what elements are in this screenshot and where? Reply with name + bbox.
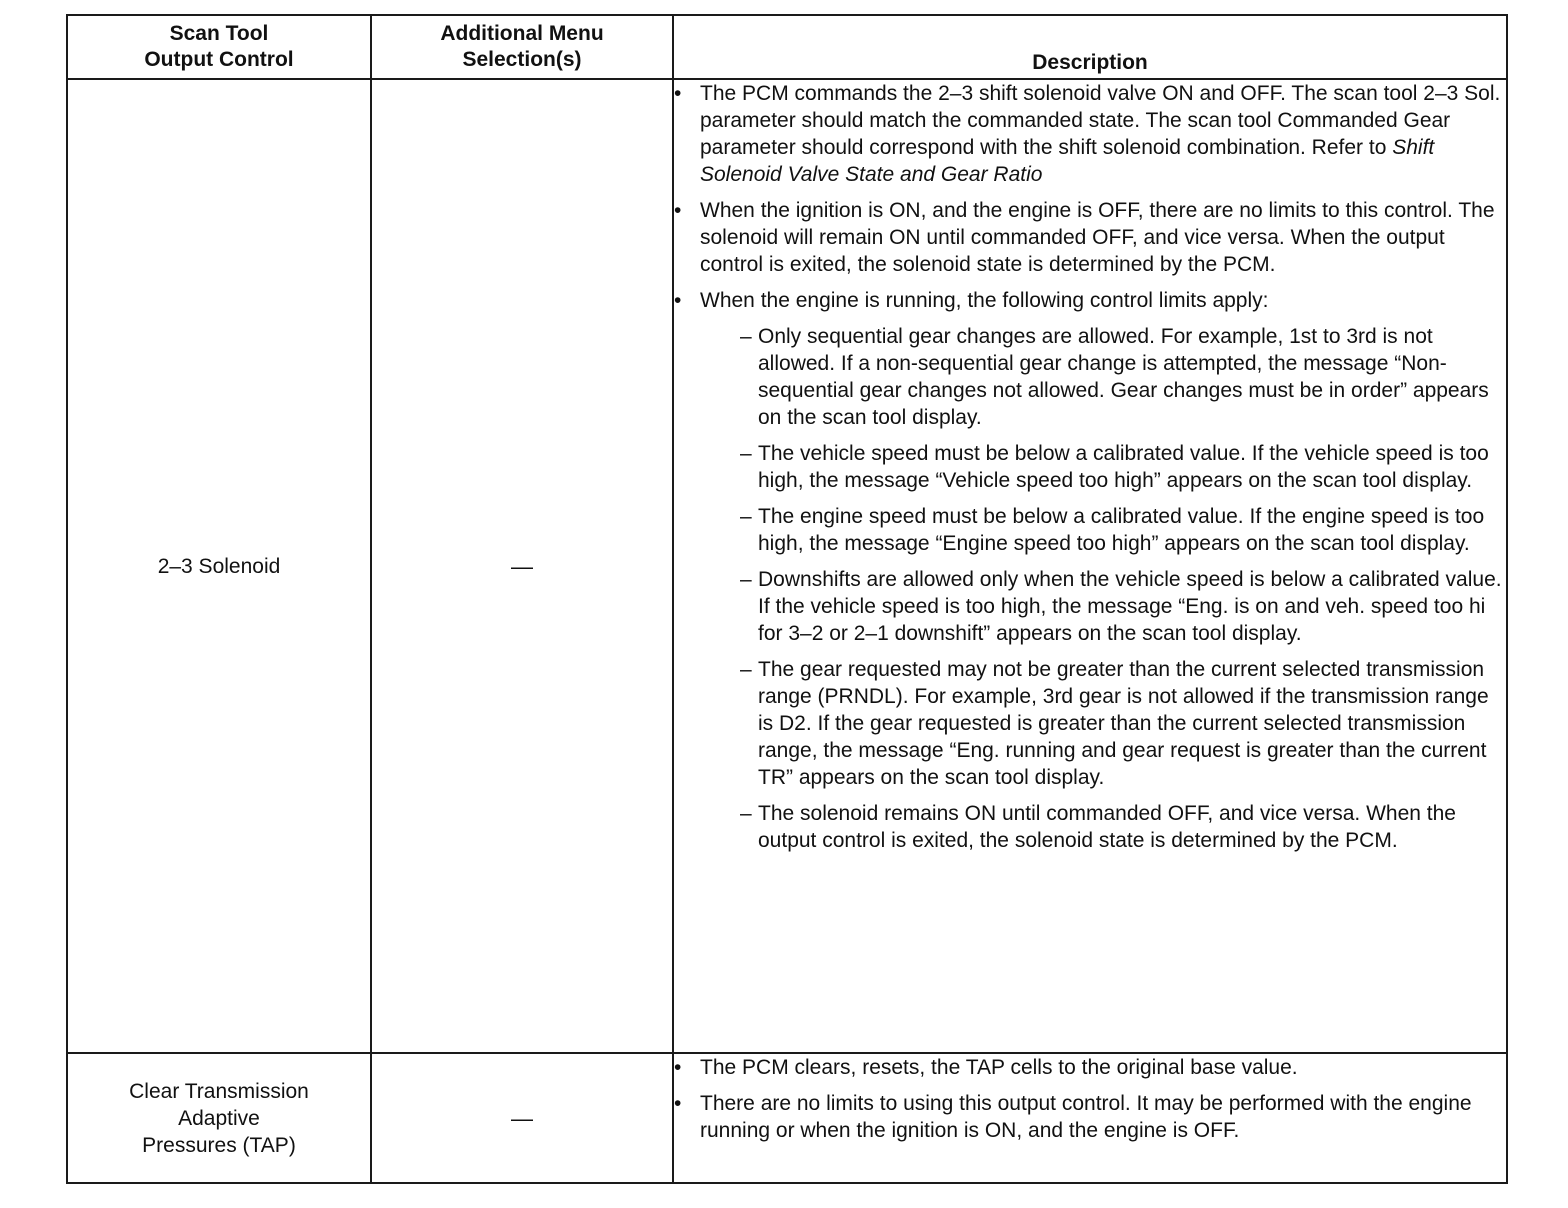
description-bullet xyxy=(674,197,1506,278)
control-limit-item: – Downshifts are allowed only when the vehicle speed is below a calibrated value. If the vehicle speed is too high, the message “Eng. is on and veh. speed too hi for 3–2 or 2–1 downshift” appears on the scan tool display. xyxy=(700,566,1506,647)
description-bullet: • There are no limits to using this output control. It may be performed with the engine running or when the ignition is ON, and the engine is OFF. xyxy=(674,1090,1506,1144)
control-limit-item: – The gear requested may not be greater than the current selected transmission range (PRNDL). For example, 3rd gear is not allowed if the transmission range is D2. If the gear requested is greater than the current selected transmission range, the message “Eng. running and gear request is greater than the current TR” appears on the scan tool display. xyxy=(700,656,1506,791)
header-col3: Description xyxy=(1032,51,1148,74)
header-description xyxy=(673,15,1507,79)
description-list xyxy=(674,80,1506,854)
menu-selection-cell xyxy=(371,1053,673,1183)
description-bullet xyxy=(674,287,1506,854)
description-list xyxy=(674,1054,1506,1144)
menu-selection-cell xyxy=(371,79,673,1053)
header-col2-line2: Selection(s) xyxy=(462,48,582,71)
reference-link-text: Shift Solenoid Valve State and Gear Ratio xyxy=(700,136,1435,186)
table-row xyxy=(67,79,1507,1053)
description-cell xyxy=(673,79,1507,1053)
header-scan-tool-output-control xyxy=(67,15,371,79)
description-bullet: • The PCM clears, resets, the TAP cells to the original base value. xyxy=(674,1054,1506,1081)
control-name-line1: Clear Transmission xyxy=(129,1079,309,1103)
menu-selection: — xyxy=(511,553,533,579)
control-name: 2–3 Solenoid xyxy=(157,554,281,578)
bullet-text: The PCM commands the 2–3 shift solenoid valve ON and OFF. The scan tool 2–3 Sol. parameter should match the commanded state. The scan tool Commanded Gear parameter should correspond with the shift solenoid combination. Refer to xyxy=(700,82,1501,159)
table-row xyxy=(67,1053,1507,1183)
description-bullet xyxy=(674,80,1506,188)
output-control-table xyxy=(66,14,1508,1184)
control-name-cell xyxy=(67,1053,371,1183)
control-name-line2: Adaptive xyxy=(178,1106,260,1130)
bullet-text: When the engine is running, the following control limits apply: xyxy=(700,289,1269,312)
bullet-text: When the ignition is ON, and the engine is OFF, there are no limits to this control. The solenoid will remain ON until commanded OFF, and vice versa. When the output control is exited, the solenoid state is determined by the PCM. xyxy=(700,199,1495,276)
control-name-line3: Pressures (TAP) xyxy=(142,1133,296,1157)
table-header-row xyxy=(67,15,1507,79)
control-limit-item: – The engine speed must be below a calibrated value. If the engine speed is too high, the message “Engine speed too high” appears on the scan tool display. xyxy=(700,503,1506,557)
description-cell xyxy=(673,1053,1507,1183)
header-additional-menu-selections xyxy=(371,15,673,79)
control-limit-item: – The vehicle speed must be below a calibrated value. If the vehicle speed is too high, the message “Vehicle speed too high” appears on the scan tool display. xyxy=(700,440,1506,494)
header-col2-line1: Additional Menu xyxy=(440,22,604,45)
header-col1-line2: Output Control xyxy=(144,48,294,71)
control-limit-item: – The solenoid remains ON until commanded OFF, and vice versa. When the output control is exited, the solenoid state is determined by the PCM. xyxy=(700,800,1506,854)
menu-selection: — xyxy=(511,1105,533,1131)
header-col1-line1: Scan Tool xyxy=(169,22,269,45)
control-limit-item: – Only sequential gear changes are allowed. For example, 1st to 3rd is not allowed. If a non-sequential gear change is attempted, the message “Non-sequential gear changes not allowed. Gear changes must be in order” appears on the scan tool display. xyxy=(700,323,1506,431)
control-limits-list xyxy=(700,323,1506,854)
control-name-cell xyxy=(67,79,371,1053)
